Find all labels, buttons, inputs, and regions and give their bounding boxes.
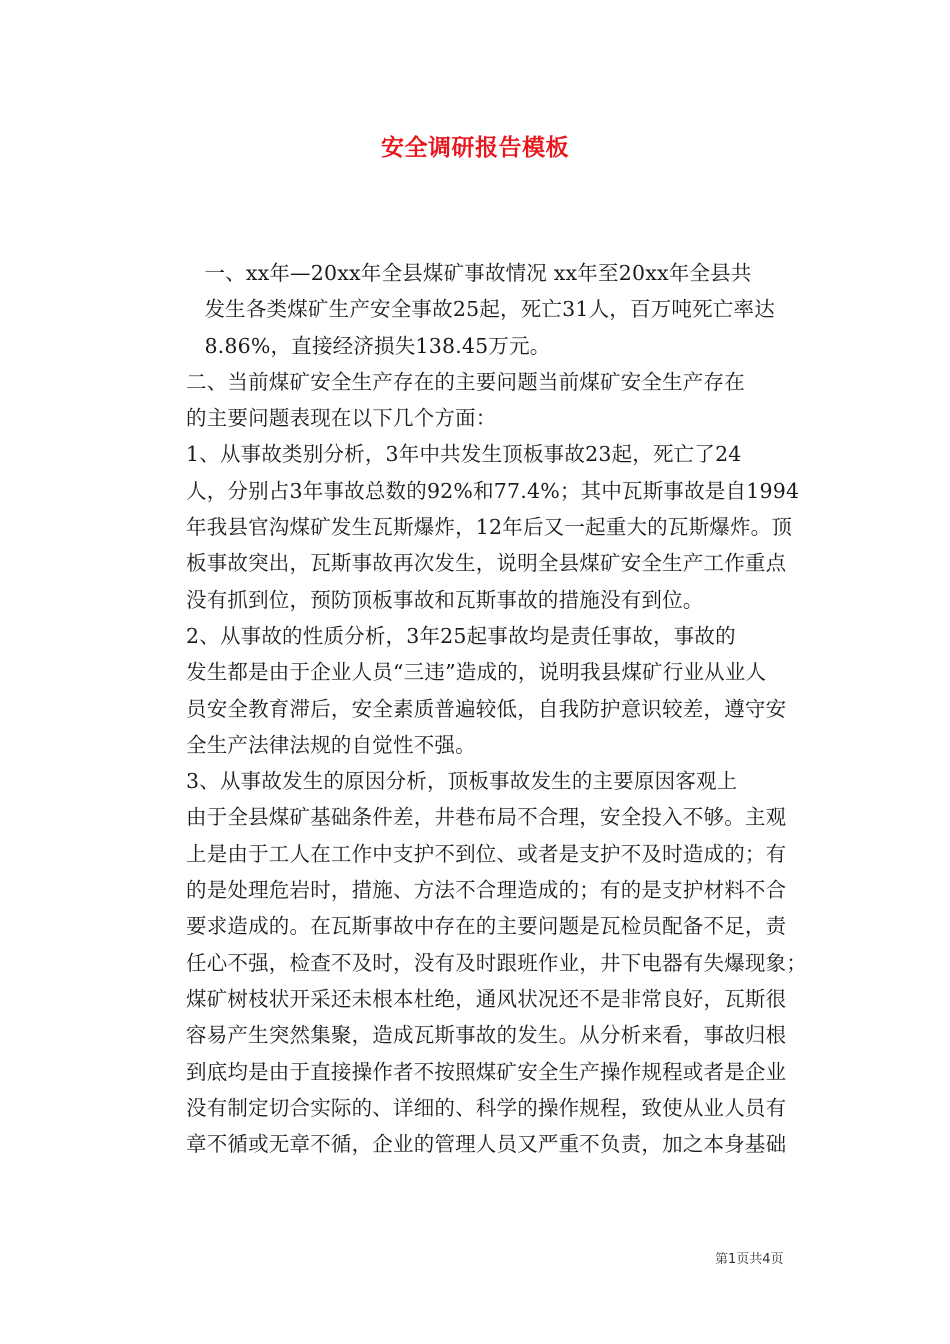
- page-number-footer: 第1页共4页: [715, 1252, 784, 1267]
- text-line: 煤矿树枝状开采还未根本杜绝，通风状况还不是非常良好，瓦斯很: [186, 986, 787, 1011]
- paragraph-main-problems: [145, 364, 807, 437]
- text-line: 的主要问题表现在以下几个方面：: [186, 406, 497, 431]
- text-line: 板事故突出，瓦斯事故再次发生，说明全县煤矿安全生产工作重点: [186, 551, 787, 576]
- document-title: 安全调研报告模板: [381, 134, 569, 161]
- text-line: 容易产生突然集聚，造成瓦斯事故的发生。从分析来看，事故归根: [186, 1023, 787, 1048]
- document-body: [145, 255, 807, 1162]
- text-line: 2、从事故的性质分析，3年25起事故均是责任事故，事故的: [186, 623, 736, 648]
- text-line: 到底均是由于直接操作者不按照煤矿安全生产操作规程或者是企业: [186, 1059, 787, 1084]
- text-line: 年我县官沟煤矿发生瓦斯爆炸，12年后又一起重大的瓦斯爆炸。顶: [186, 515, 793, 540]
- paragraph-accident-nature: [145, 618, 807, 763]
- text-line: 没有抓到位，预防顶板事故和瓦斯事故的措施没有到位。: [186, 587, 704, 612]
- paragraph-accident-overview: [145, 255, 807, 364]
- text-line: 3、从事故发生的原因分析，顶板事故发生的主要原因客观上: [186, 769, 738, 794]
- text-line: 二、当前煤矿安全生产存在的主要问题当前煤矿安全生产存在: [186, 369, 745, 394]
- text-line: 员安全教育滞后，安全素质普遍较低，自我防护意识较差，遵守安: [186, 696, 787, 721]
- text-line: 要求造成的。在瓦斯事故中存在的主要问题是瓦检员配备不足，责: [186, 914, 787, 939]
- text-line: 人，分别占3年事故总数的92%和77.4%；其中瓦斯事故是自1994: [186, 478, 800, 503]
- text-line: 章不循或无章不循，企业的管理人员又严重不负责，加之本身基础: [186, 1132, 787, 1157]
- paragraph-accident-causes: [145, 763, 807, 1162]
- text-line: 没有制定切合实际的、详细的、科学的操作规程，致使从业人员有: [186, 1095, 787, 1120]
- text-line: 由于全县煤矿基础条件差，井巷布局不合理，安全投入不够。主观: [186, 805, 787, 830]
- text-line: 一、xx年—20xx年全县煤矿事故情况 xx年至20xx年全县共: [204, 261, 752, 285]
- text-line: 8.86%，直接经济损失138.45万元。: [204, 333, 551, 358]
- paragraph-accident-category: [145, 436, 807, 617]
- text-line: 1、从事故类别分析，3年中共发生顶板事故23起，死亡了24: [186, 442, 742, 467]
- text-line: 任心不强，检查不及时，没有及时跟班作业，井下电器有失爆现象；: [186, 950, 807, 975]
- text-line: 上是由于工人在工作中支护不到位、或者是支护不及时造成的；有: [186, 841, 787, 866]
- text-line: 的是处理危岩时，措施、方法不合理造成的；有的是支护材料不合: [186, 878, 787, 903]
- text-line: 全生产法律法规的自觉性不强。: [186, 732, 476, 757]
- text-line: 发生都是由于企业人员“三违”造成的，说明我县煤矿行业从业人: [186, 660, 767, 685]
- text-line: 发生各类煤矿生产安全事故25起，死亡31人，百万吨死亡率达: [204, 297, 775, 322]
